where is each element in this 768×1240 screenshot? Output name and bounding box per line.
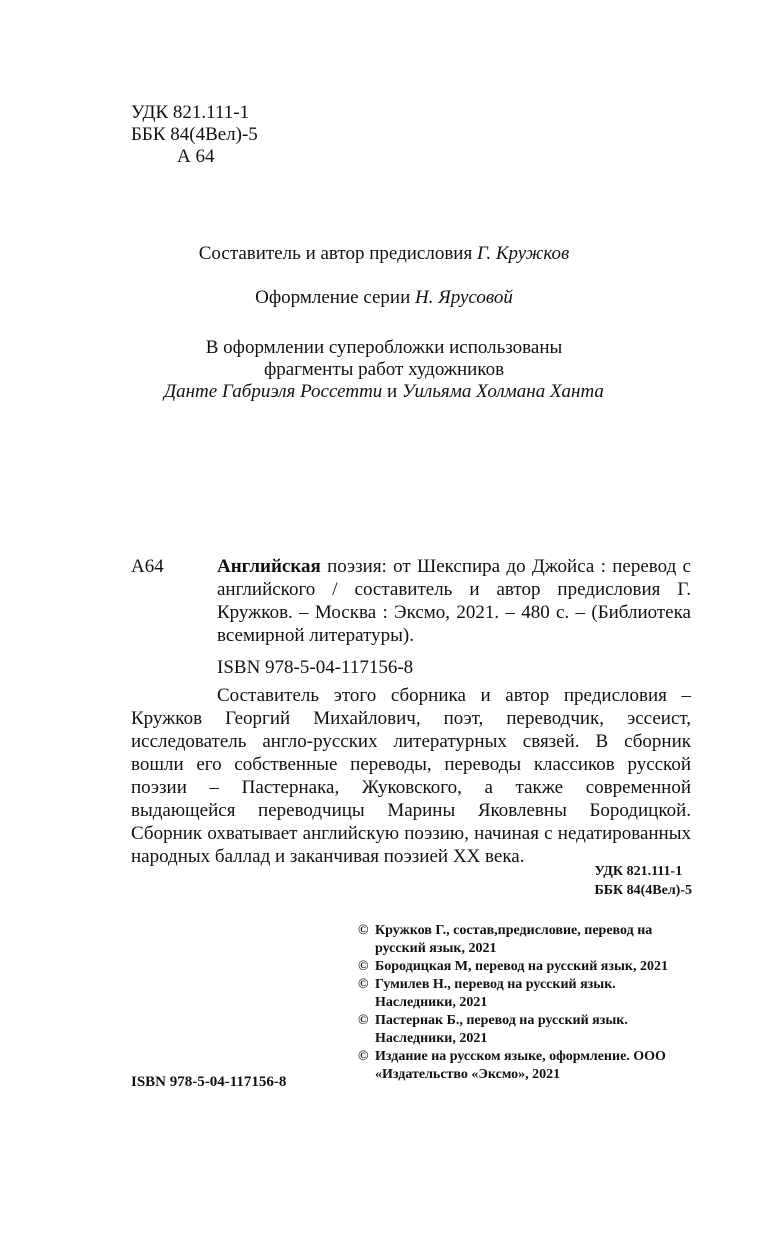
copyright-item [358,1048,698,1084]
cover-line-2: фрагменты работ художников [263,359,505,380]
copyright-text: Кружков Г., состав,предисловие, перевод на русский язык, 2021 [375,923,653,956]
copyright-icon: © [358,1013,369,1028]
compiler-label: Составитель и автор предисловия [198,243,473,264]
copyright-icon: © [358,1049,369,1064]
copyright-item [358,922,698,958]
bbk-code: ББК 84(4Вел)-5 [131,124,258,145]
copyright-text: Издание на русском языке, оформление. ООО «Издательство «Эксмо», 2021 [375,1049,666,1082]
artist-2: Уильяма Холмана Ханта [401,381,604,402]
copyright-item [358,1012,698,1048]
copyright-icon: © [358,959,369,974]
entry-text: поэзия: от Шекспира до Джойса : перевод с английского / составитель и автор предисловия Г. Кружков. – Москва : Эксмо, 2021. – 480 с. – (Библиотека всемирной литературы). [217,556,691,646]
copyright-text: Пастернак Б., перевод на русский язык. Наследники, 2021 [375,1013,628,1046]
classification-codes [131,102,258,168]
title-first-word: Английская [217,556,321,577]
cover-artists [0,381,768,403]
udk-code: УДК 821.111-1 [131,102,250,123]
catalog-entry [131,555,691,647]
udk-code-small: УДК 821.111-1 [594,864,683,879]
copyright-notices [358,922,698,1084]
artists-conjunction: и [387,381,398,402]
annotation: Составитель этого сборника и автор предисловия – Кружков Георгий Михайлович, поэт, переводчик, эссеист, исследователь англо-русских литературных связей. В сборник вошли его собственные переводы, переводы классиков русской поэзии – Пастернака, Жуковского, а также современной выдающейся переводчицы Марины Яковлевны Бородицкой. Сборник охватывает английскую поэзию, начиная с недатированных народных баллад и заканчивая поэзией XX века. [131,685,691,867]
artist-1: Данте Габриэля Россетти [164,381,383,402]
isbn-bottom: ISBN 978-5-04-117156-8 [131,1074,287,1090]
bibliographic-description [217,555,691,647]
copyright-item [358,976,698,1012]
series-label: Оформление серии [255,287,411,308]
copyright-item [358,958,698,976]
copyright-icon: © [358,923,369,938]
copyright-icon: © [358,977,369,992]
catalog-isbn: ISBN 978-5-04-117156-8 [217,657,414,678]
catalog-index: А64 [131,556,164,577]
classification-codes-small [594,862,692,900]
cover-line-1: В оформлении суперобложки использованы [205,337,563,358]
copyright-text: Бородицкая М, перевод на русский язык, 2021 [375,959,668,974]
series-designer-name: Н. Ярусовой [415,287,513,308]
author-mark: А 64 [177,146,215,167]
compiler-name: Г. Кружков [476,243,570,264]
cover-art-credit [0,337,768,403]
copyright-text: Гумилев Н., перевод на русский язык. Наследники, 2021 [375,977,616,1010]
compiler-credit [0,243,768,265]
series-design-credit [0,287,768,309]
bbk-code-small: ББК 84(4Вел)-5 [594,883,692,898]
